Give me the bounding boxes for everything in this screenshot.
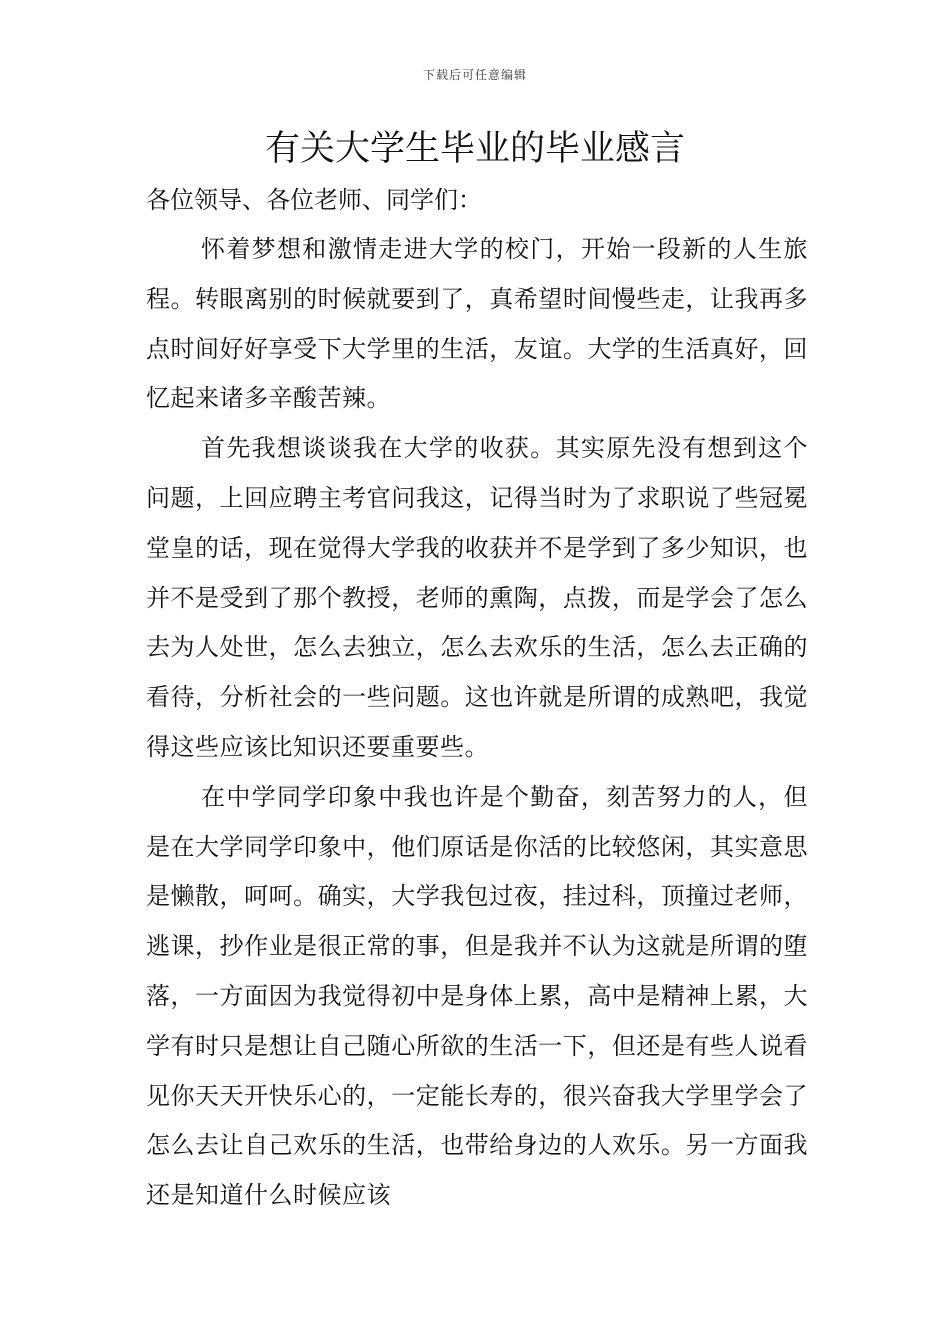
- paragraph: 在中学同学印象中我也许是个勤奋，刻苦努力的人，但是在大学同学印象中，他们原话是你活的比较悠闲，其实意思是懒散，呵呵。确实，大学我包过夜，挂过科，顶撞过老师，逃课，抄作业是很正常的事，但是我并不认为这就是所谓的堕落，一方面因为我觉得初中是身体上累，高中是精神上累，大学有时只是想让自己随心所欲的生活一下，但还是有些人说看见你天天开快乐心的，一定能长寿的，很兴奋我大学里学会了怎么去让自己欢乐的生活，也带给身边的人欢乐。另一方面我还是知道什么时候应该: [146, 782, 808, 1210]
- document-title: 有关大学生毕业的毕业感言: [264, 129, 685, 169]
- paragraph: 首先我想谈谈我在大学的收获。其实原先没有想到这个问题，上回应聘主考官问我这，记得当时为了求职说了些冠冕堂皇的话，现在觉得大学我的收获并不是学到了多少知识，也并不是受到了那个教授，老师的熏陶，点拨，而是学会了怎么去为人处世，怎么去独立，怎么去欢乐的生活，怎么去正确的看待，分析社会的一些问题。这也许就是所谓的成熟吧，我觉得这些应该比知识还要重要些。: [146, 434, 808, 761]
- paragraph: 怀着梦想和激情走进大学的校门，开始一段新的人生旅程。转眼离别的时候就要到了，真希望时间慢些走，让我再多点时间好好享受下大学里的生活，友谊。大学的生活真好，回忆起来诸多辛酸苦辣。: [146, 235, 808, 413]
- body-text: [146, 225, 808, 1221]
- salutation: 各位领导、各位老师、同学们：: [146, 186, 482, 214]
- header-note: 下载后可任意编辑: [422, 68, 527, 82]
